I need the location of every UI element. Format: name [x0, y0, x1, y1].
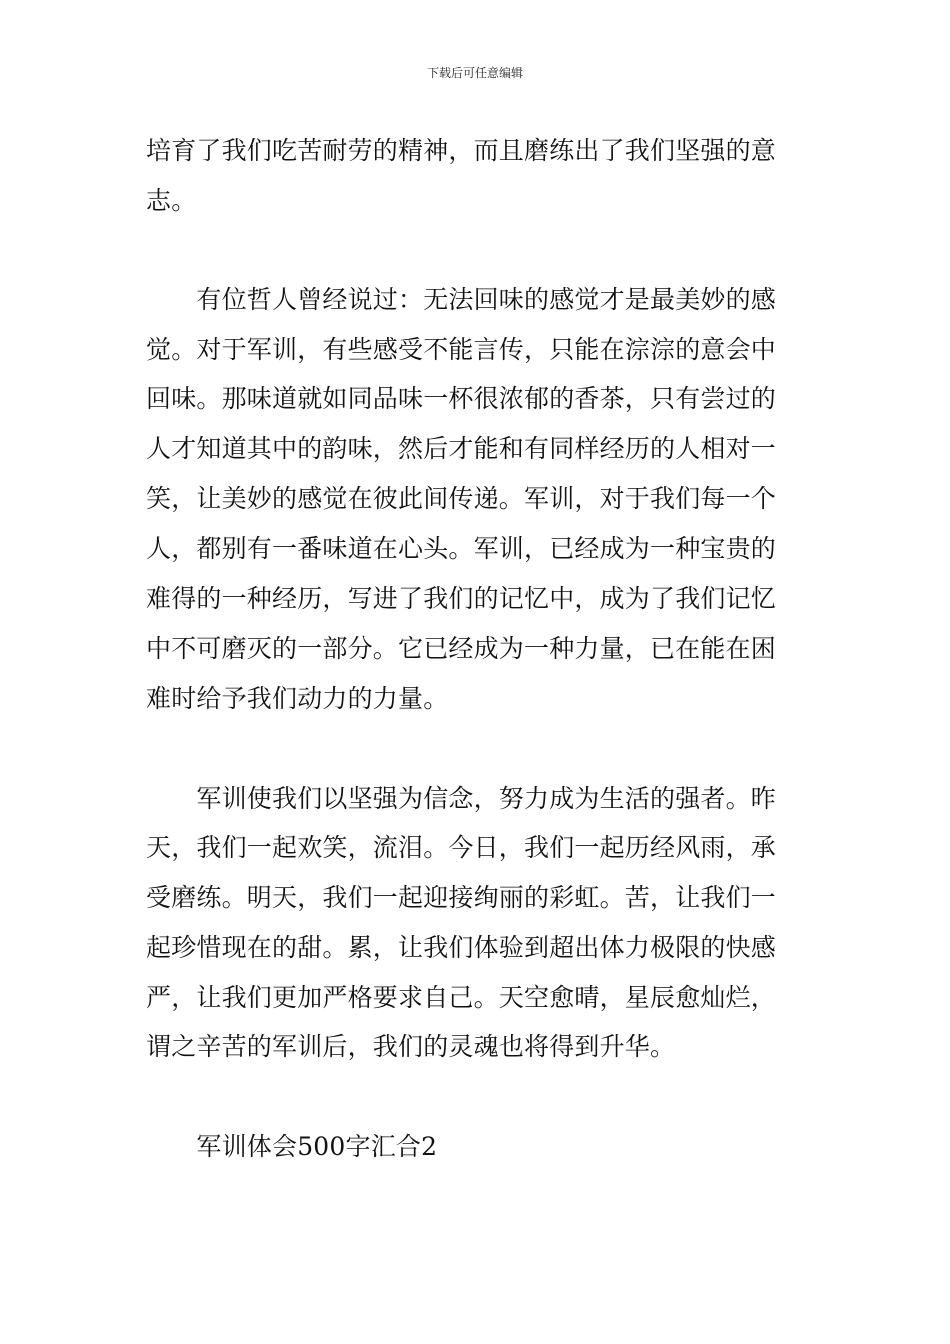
paragraph-3-line-5: 严，让我们更加严格要求自己。天空愈晴，星辰愈灿烂， [146, 983, 777, 1012]
paragraph-2-line-8: 中不可磨灭的一部分。它已经成为一种力量，已在能在困 [146, 634, 777, 663]
paragraph-2-line-6: 人，都别有一番味道在心头。军训，已经成为一种宝贵的 [146, 534, 777, 563]
page-header-note: 下载后可任意编辑 [426, 66, 523, 80]
paragraph-2-line-5: 笑，让美妙的感觉在彼此间传递。军训，对于我们每一个 [146, 484, 777, 513]
paragraph-2-line-7: 难得的一种经历，写进了我们的记忆中，成为了我们记忆 [146, 584, 777, 613]
paragraph-3-line-2: 天，我们一起欢笑，流泪。今日，我们一起历经风雨，承 [146, 833, 777, 862]
paragraph-2-line-1: 有位哲人曾经说过：无法回味的感觉才是最美妙的感 [146, 285, 777, 314]
paragraph-2-line-4: 人才知道其中的韵味，然后才能和有同样经历的人相对一 [146, 434, 777, 463]
paragraph-1-line-2: 志。 [146, 186, 197, 215]
paragraph-3-line-4: 起珍惜现在的甜。累，让我们体验到超出体力极限的快感 [146, 933, 777, 962]
paragraph-2-line-2: 觉。对于军训，有些感受不能言传，只能在淙淙的意会中 [146, 335, 777, 364]
paragraph-3-line-6: 谓之辛苦的军训后，我们的灵魂也将得到升华。 [146, 1032, 676, 1061]
paragraph-1-line-1: 培育了我们吃苦耐劳的精神，而且磨练出了我们坚强的意 [146, 136, 777, 165]
paragraph-3-line-1: 军训使我们以坚强为信念，努力成为生活的强者。昨 [146, 784, 777, 813]
paragraph-2-line-9: 难时给予我们动力的力量。 [146, 684, 449, 713]
section-heading: 军训体会500字汇合2 [146, 1132, 438, 1161]
paragraph-2-line-3: 回味。那味道就如同品味一杯很浓郁的香茶，只有尝过的 [146, 384, 777, 413]
paragraph-3-line-3: 受磨练。明天，我们一起迎接绚丽的彩虹。苦，让我们一 [146, 883, 777, 912]
